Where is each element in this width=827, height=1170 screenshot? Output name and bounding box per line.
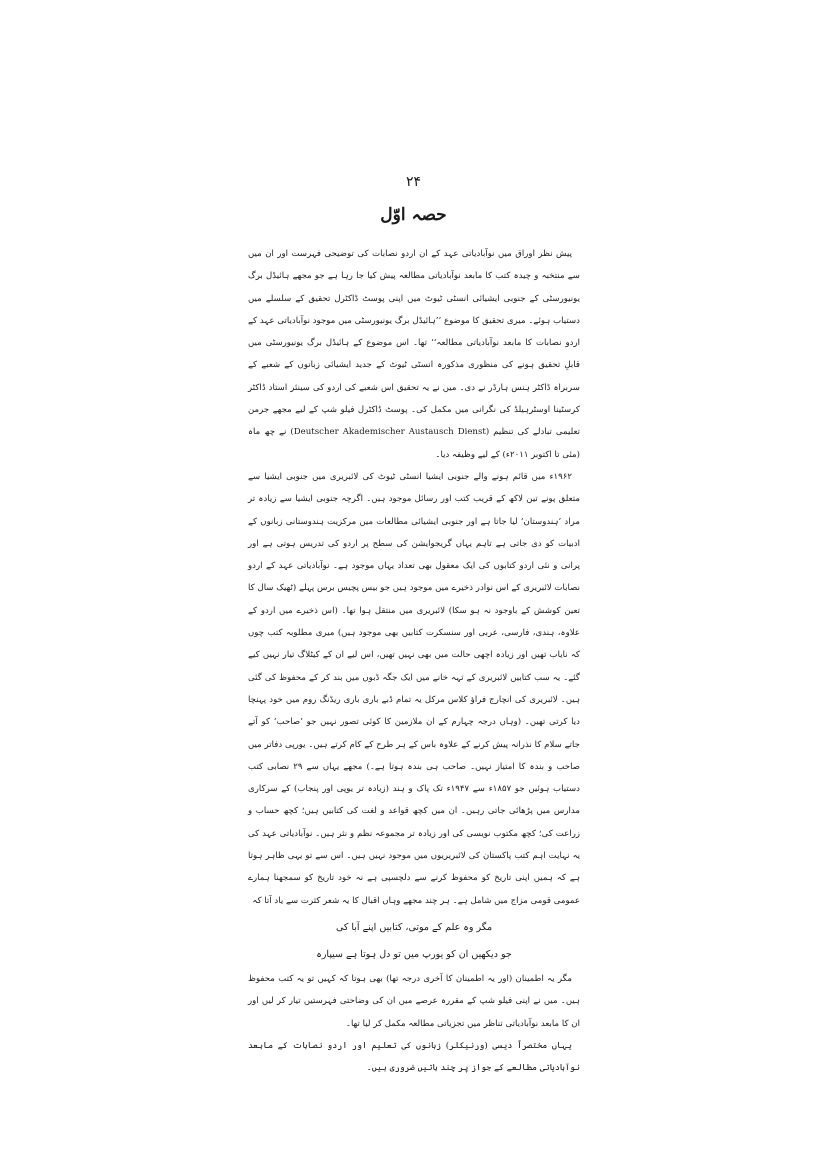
paragraph-1-text: پیش نظر اوراق میں نوآبادیاتی عہد کے ان اردو نصابات کی توضیحی فہرست اور ان میں سے منتخبہ و چیدہ کتب کا مابعد نوآبادیاتی مطالعہ پیش کیا جا رہا ہے جو مجھے ہائیڈل برگ یونیورسٹی کے جنوبی ایشیائی انسٹی ٹیوٹ میں اپنی پوسٹ ڈاکٹرل تحقیق کے سلسلے میں دستیاب ہوئے۔ میری تحقیق کا موضوع ’’ہائیڈل برگ یونیورسٹی میں موجود نوآبادیاتی عہد کے اردو نصابات کا مابعد نوآبادیاتی مطالعہ‘‘ تھا۔ اس موضوع کے ہائیڈل برگ یونیورسٹی میں قابلِ تحقیق ہونے کی منظوری مذکورہ انسٹی ٹیوٹ کے جدید ایشیائی زبانوں کے شعبے کے سربراہ ڈاکٹر ہنس ہارڈر نے دی۔ میں نے یہ تحقیق اس شعبے کی اردو کی سینئر استاد ڈاکٹر کرسٹینا اوسٹرہیلڈ کی نگرانی میں مکمل کی۔ پوسٹ ڈاکٹرل فیلو شپ کے لیے مجھے جرمن تعلیمی تبادلے کی تنظیم ( [248,249,580,438]
paragraph-4: یہاں مختصراً دیسی (ورنیکلر) زبانوں کی تعلیم اور اردو نصابات کے مابعد نوآبادیاتی مطالعے کے جواز پر چند باتیں ضروری ہیں۔ [248,1040,580,1074]
paragraph-3: مگر یہ اطمینان (اور یہ اطمینان کا آخری درجہ تھا) بھی ہوتا کہ کہیں تو یہ کتب محفوظ ہیں۔ میں نے اپنی فیلو شپ کے مقررہ عرصے میں ان کی وضاحتی فہرستیں تیار کر لیں اور ان کا مابعد نوآبادیاتی تناظر میں تجزیاتی مطالعہ مکمل کر لیا تھا۔ [248,973,580,1029]
page-number: ۲۴ [405,174,422,190]
section-title: حصہ اوّل [380,205,447,225]
paragraph-1 [248,243,580,466]
paragraph-1-text-end: ) نے چھ ماہ (مئی تا اکتوبر ۲۰۱۱ء) کے لیے وظیفہ دیا۔ [248,427,580,460]
paragraph-2: ۱۹۶۲ء میں قائم ہونے والے جنوبی ایشیا انسٹی ٹیوٹ کی لائبریری میں جنوبی ایشیا سے متعلق پونے تین لاکھ کے قریب کتب اور رسائل موجود ہیں۔ اگرچہ جنوبی ایشیا سے زیادہ تر مراد ’ہندوستان‘ لیا جاتا ہے اور جنوبی ایشیائی مطالعات میں مرکزیت ہندوستانی زبانوں کے ادبیات کو دی جاتی ہے تاہم یہاں گریجوایشن کی سطح پر اردو کی تدریس ہوتی ہے اور پرانی و نئی اردو کتابوں کی ایک معقول بھی تعداد یہاں موجود ہے۔ نوآبادیاتی عہد کے اردو نصابات لائبریری کے اس نوادر ذخیرے میں موجود ہیں جو بیس پچیس برس پہلے (ٹھیک سال کا تعین کوشش کے باوجود نہ ہو سکا) لائبریری میں منتقل ہوا تھا۔ (اس ذخیرے میں اردو کے علاوہ، ہندی، فارسی، عربی اور سنسکرت کتابیں بھی موجود ہیں) میری مطلوبہ کتب چوں کہ نایاب تھیں اور زیادہ اچھی حالت میں بھی نہیں تھیں، اس لیے ان کے کیٹلاگ تیار نہیں کیے گئے۔ یہ سب کتابیں لائبریری کے تہہ خانے میں ایک جگہ ڈبوں میں بند کر کے محفوظ کی گئی ہیں۔ لائبریری کی انچارج فراؤ کلاس مرکل یہ تمام ڈبے باری باری ریڈنگ روم میں خود پہنچا دیا کرتی تھیں۔ (وہاں درجہ چہارم کے ان ملازمین کا کوئی تصور نہیں جو ’صاحب‘ کو آتے جاتے سلام کا نذرانہ پیش کرنے کے علاوہ باس کے ہر طرح کے کام کرتے ہیں۔ یورپی دفاتر میں صاحب و بندہ کا امتیاز نہیں۔ صاحب ہی بندہ ہوتا ہے۔) مجھے یہاں سے ۲۹ نصابی کتب دستیاب ہوئیں جو ۱۸۵۷ء سے ۱۹۴۷ء تک پاک و ہند (زیادہ تر یوپی اور پنجاب) کے سرکاری مدارس میں پڑھائی جاتی رہیں۔ ان میں کچھ قواعد و لغت کی کتابیں ہیں؛ کچھ حساب و زراعت کی؛ کچھ مکتوب نویسی کی اور زیادہ تر مجموعہ نظم و نثر ہیں۔ نوآبادیاتی عہد کی یہ نہایت اہم کتب پاکستان کی لائبریریوں میں موجود نہیں ہیں۔ اس سے تو یہی ظاہر ہوتا ہے کہ ہمیں اپنی تاریخ کو محفوظ کرنے سے دلچسپی ہے نہ خود تاریخ کو سمجھنا ہمارے عمومی قومی مزاج میں شامل ہے۔ ہر چند مجھے وہاں اقبال کا یہ شعر کثرت سے یاد آتا کہ [248,471,580,906]
verse-line-1: مگر وہ علم کے موتی، کتابیں اپنے آبا کی [335,921,493,933]
organization-name-latin: Deutscher Akademischer Austausch Dienst [293,427,486,438]
verse-line-2: جو دیکھیں ان کو یورپ میں تو دل ہوتا ہے سیپارہ [316,948,512,960]
body-text [248,243,580,1079]
